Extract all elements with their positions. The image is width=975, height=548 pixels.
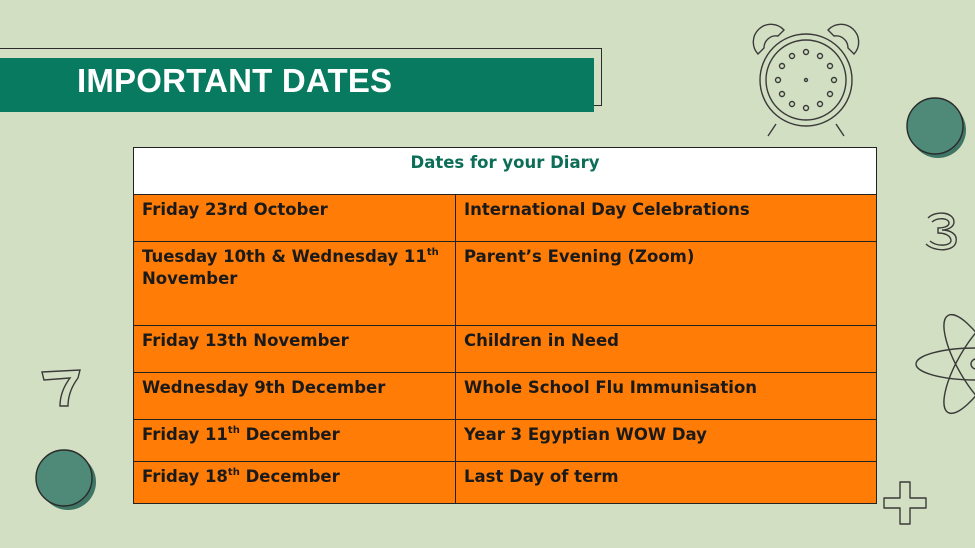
table-row [134, 195, 877, 242]
table-row [134, 462, 877, 504]
date-cell [134, 242, 456, 326]
page-title: IMPORTANT DATES [77, 62, 393, 99]
event-cell: Year 3 Egyptian WOW Day [456, 420, 877, 462]
table-row [134, 373, 877, 420]
atom-icon [906, 300, 975, 428]
date-text: Friday 18 [142, 467, 228, 486]
date-text: Tuesday 10th & Wednesday 11 [142, 247, 427, 266]
dates-table [133, 147, 877, 504]
table-row [134, 420, 877, 462]
date-suffix: th [426, 247, 439, 258]
date-text-tail: November [142, 269, 238, 288]
date-text-tail: December [239, 425, 340, 444]
event-cell: International Day Celebrations [456, 195, 877, 242]
date-suffix: th [227, 467, 240, 478]
date-text-tail: December [239, 467, 340, 486]
circle-icon [904, 96, 968, 160]
plus-icon [878, 476, 934, 532]
date-cell [134, 373, 456, 420]
event-cell: Children in Need [456, 326, 877, 373]
table-header-cell: Dates for your Diary [134, 148, 877, 195]
circle-icon [32, 446, 98, 512]
event-cell: Whole School Flu Immunisation [456, 373, 877, 420]
date-text: Friday 13th November [142, 331, 349, 350]
event-cell: Last Day of term [456, 462, 877, 504]
date-cell [134, 326, 456, 373]
number-three-icon [920, 208, 966, 256]
table-row [134, 242, 877, 326]
event-cell: Parent’s Evening (Zoom) [456, 242, 877, 326]
date-cell [134, 462, 456, 504]
date-cell [134, 420, 456, 462]
date-suffix: th [227, 425, 240, 436]
alarm-clock-icon [748, 14, 864, 138]
table-row [134, 326, 877, 373]
date-text: Wednesday 9th December [142, 378, 386, 397]
table-header-row [134, 148, 877, 195]
number-seven-icon [38, 364, 86, 410]
date-cell [134, 195, 456, 242]
date-text: Friday 11 [142, 425, 228, 444]
date-text: Friday 23rd October [142, 200, 328, 219]
